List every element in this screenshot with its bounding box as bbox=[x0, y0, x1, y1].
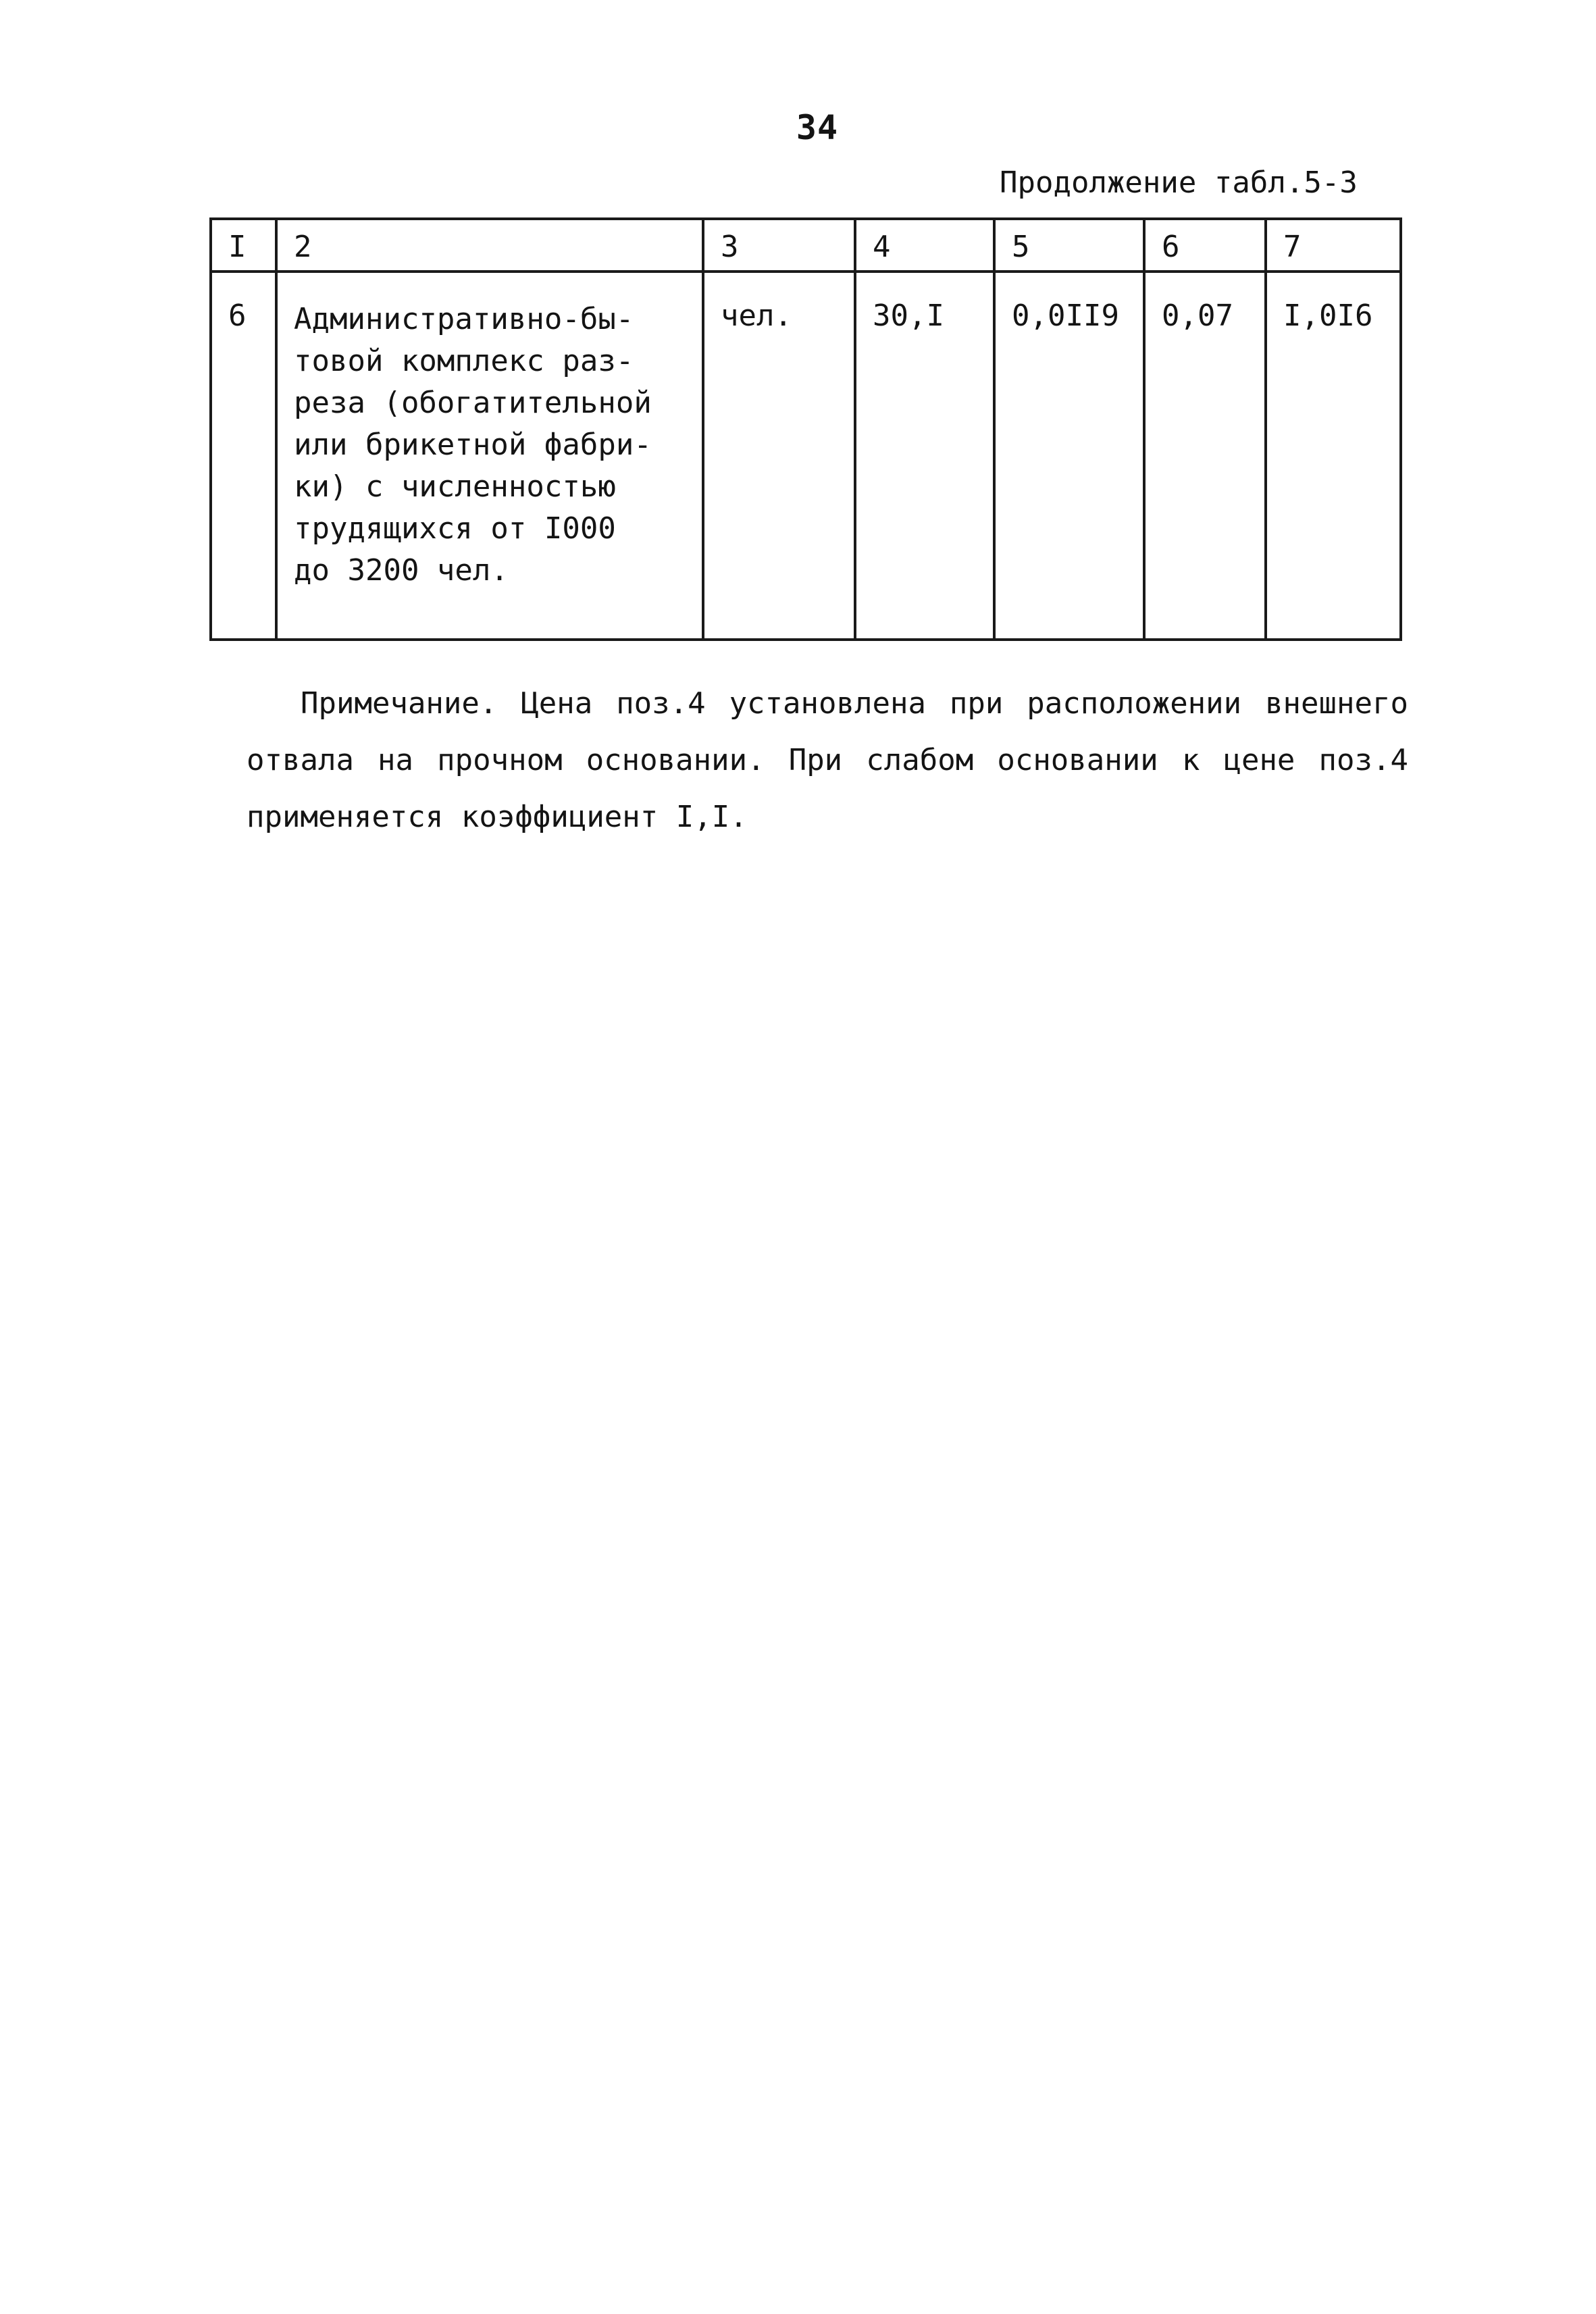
cell-description bbox=[276, 272, 703, 640]
description-line: трудящихся от I000 bbox=[294, 511, 616, 546]
description-line: до 3200 чел. bbox=[294, 553, 509, 588]
description-line: реза (обогатительной bbox=[294, 386, 652, 420]
table-note: Примечание. Цена поз.4 установлена при расположении внешнего отвала на прочном основании. При слабом основании к цене поз.4 применяется коэффициент I,I. bbox=[247, 686, 1408, 834]
page-number: 34 bbox=[796, 108, 839, 147]
description-line: Административно-бы- bbox=[294, 302, 634, 336]
table-row bbox=[211, 272, 1401, 640]
description-line: или брикетной фабри- bbox=[294, 428, 652, 462]
cell-position: 6 bbox=[211, 272, 276, 640]
data-table-container bbox=[209, 217, 1399, 641]
description-line: ки) с численностью bbox=[294, 469, 616, 504]
column-header: 7 bbox=[1266, 219, 1401, 272]
column-header: 5 bbox=[994, 219, 1144, 272]
column-header: 3 bbox=[703, 219, 855, 272]
column-header: 4 bbox=[855, 219, 994, 272]
cell-value: I,0I6 bbox=[1266, 272, 1401, 640]
cell-value: 30,I bbox=[855, 272, 994, 640]
cell-value: 0,07 bbox=[1144, 272, 1266, 640]
column-header: 6 bbox=[1144, 219, 1266, 272]
data-table bbox=[209, 217, 1402, 641]
description-line: товой комплекс раз- bbox=[294, 344, 634, 378]
table-continuation-caption: Продолжение табл.5-3 bbox=[1000, 165, 1358, 200]
cell-unit: чел. bbox=[703, 272, 855, 640]
column-header: I bbox=[211, 219, 276, 272]
cell-value: 0,0II9 bbox=[994, 272, 1144, 640]
column-header: 2 bbox=[276, 219, 703, 272]
table-header-row bbox=[211, 219, 1401, 272]
